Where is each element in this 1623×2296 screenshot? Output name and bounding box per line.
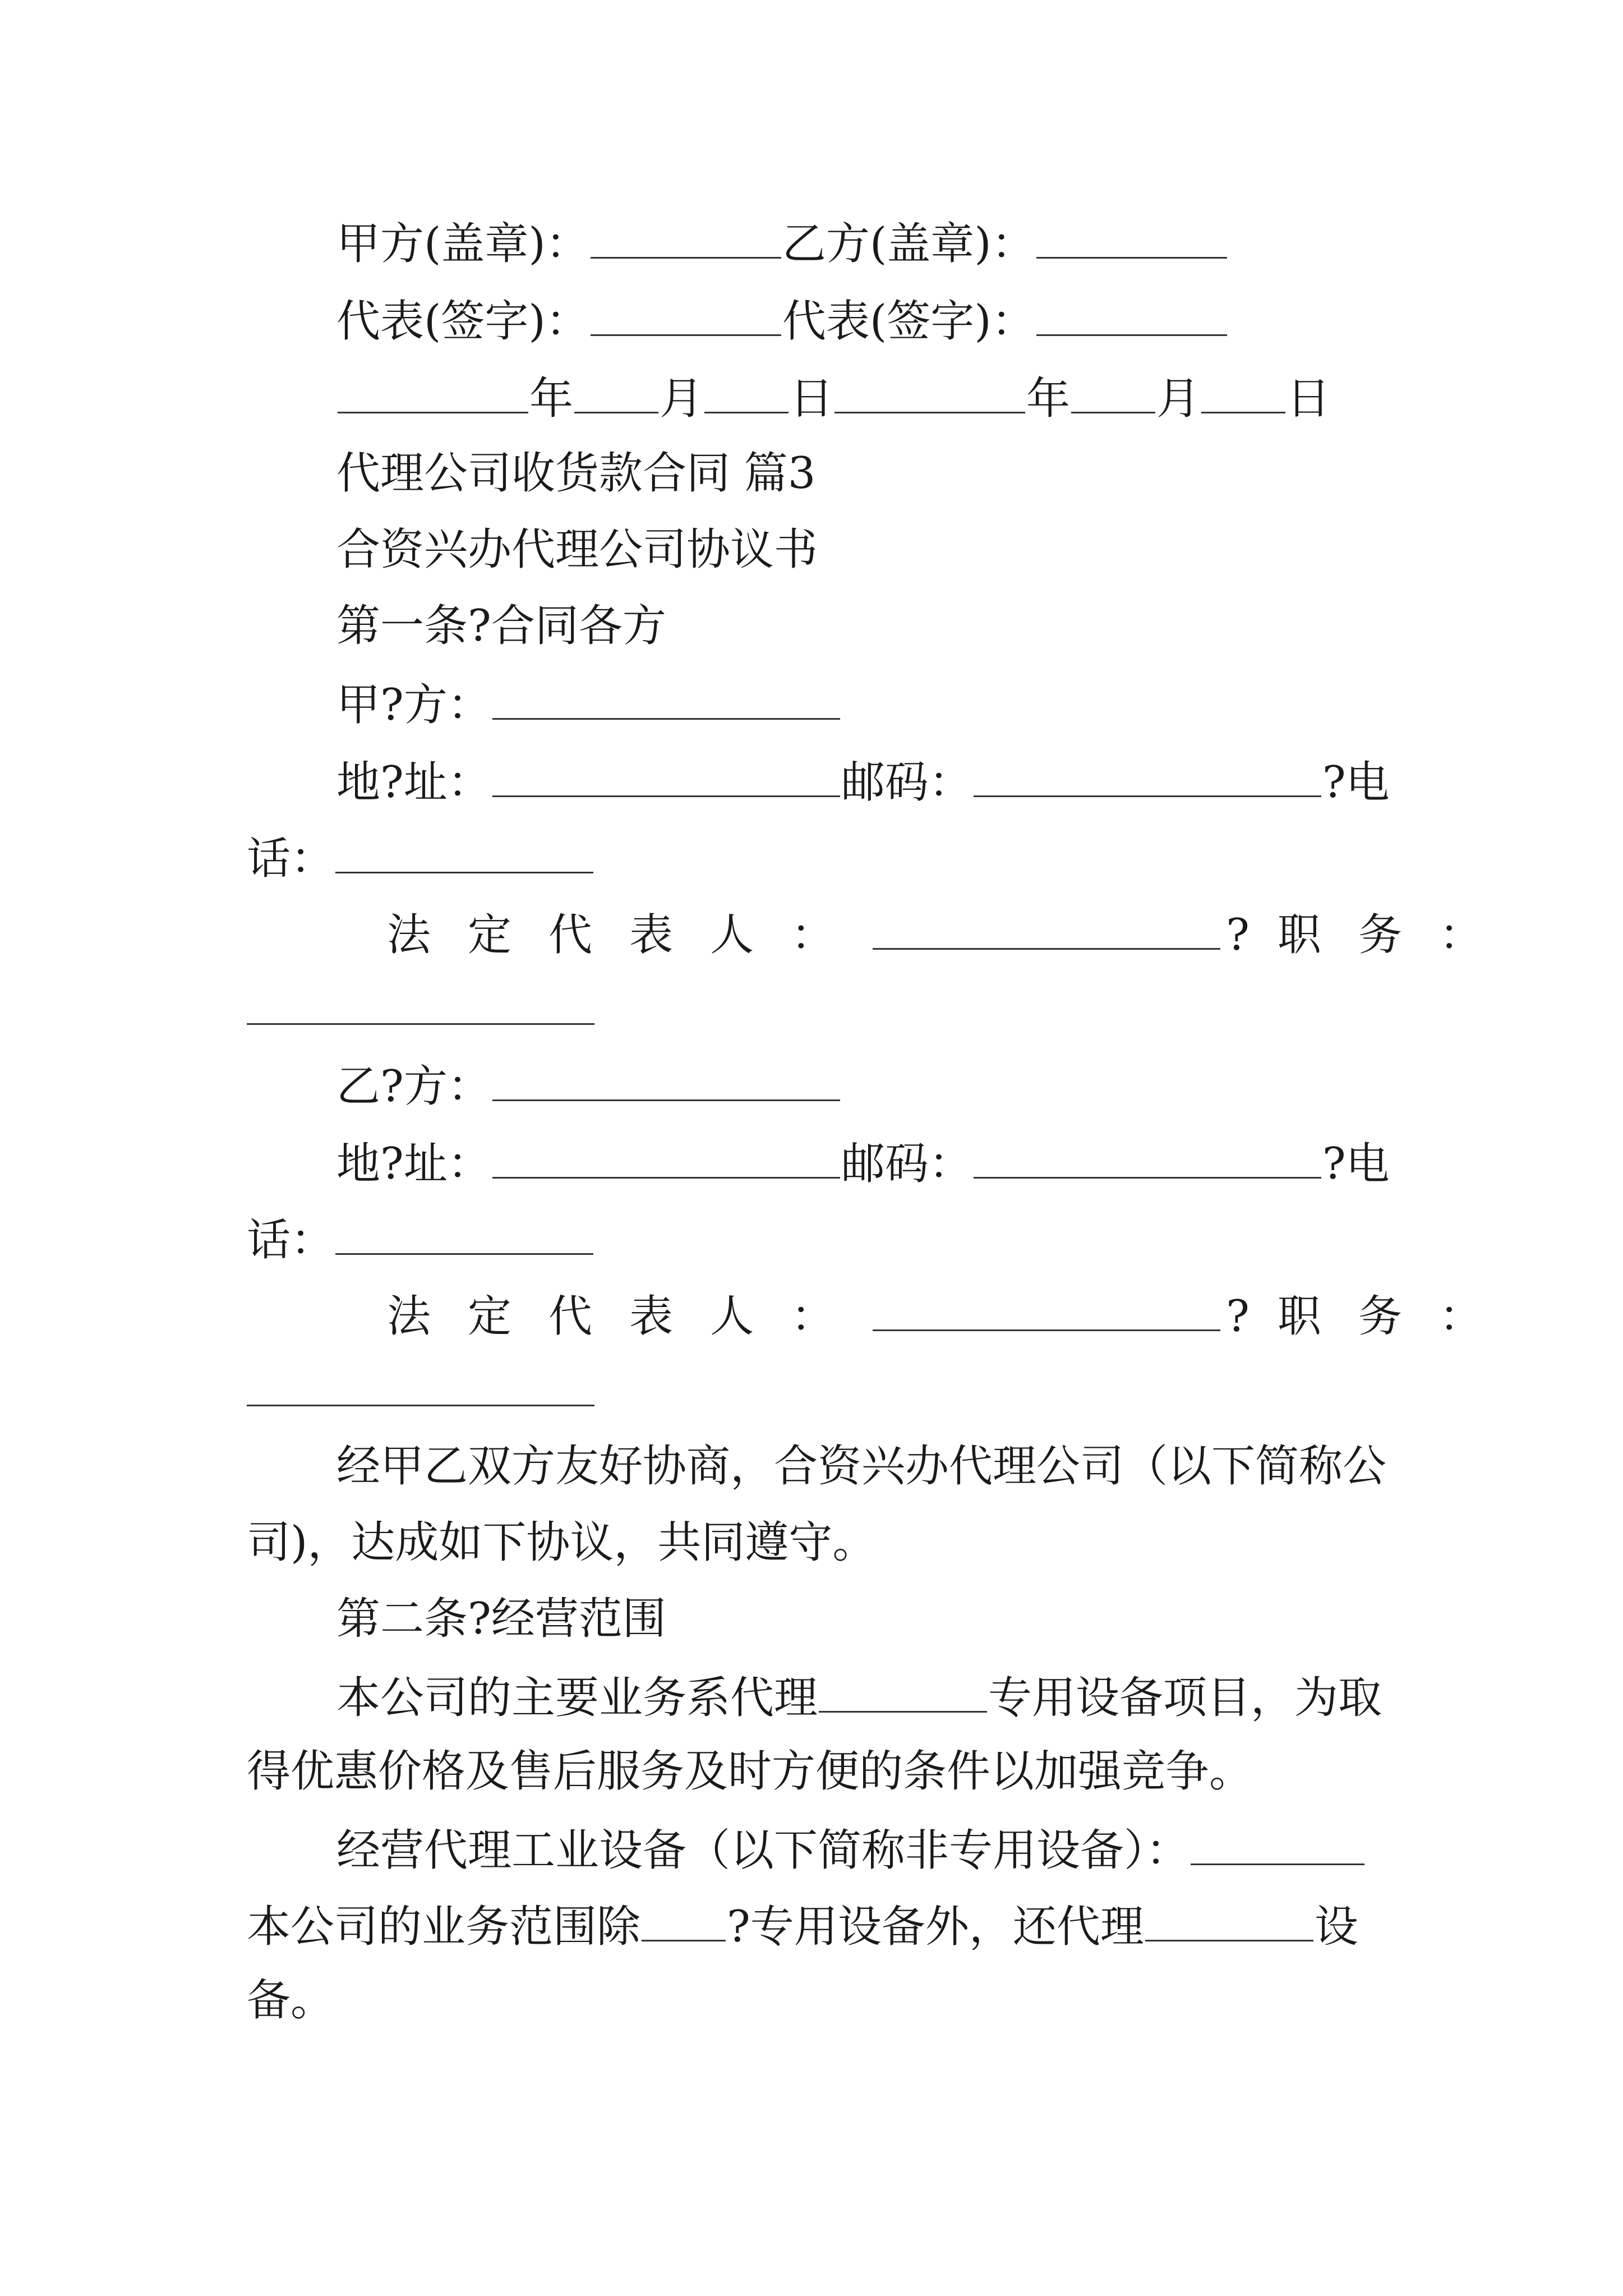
legal-rep-char-5: 人 — [710, 1291, 754, 1342]
party-b-legal-rep-blank — [873, 1286, 1220, 1331]
party-a-legal-rep-blank — [873, 904, 1220, 950]
party-a-seal-blank — [591, 213, 781, 259]
article2-title-text: 第二条?经营范围 — [336, 1594, 666, 1644]
party-b-address-line — [0, 1133, 1623, 1192]
position-char-q: ? — [1226, 1291, 1249, 1342]
position-char-2: 务 — [1358, 910, 1402, 960]
party-a-line — [0, 674, 1623, 733]
position-char-1: 职 — [1277, 1291, 1321, 1342]
article2-p2-blank-1 — [1191, 1820, 1364, 1865]
article2-p1-start: 本公司的主要业务系代理 — [336, 1673, 818, 1723]
seal-line — [0, 213, 1623, 272]
party-b-seal-blank — [1036, 213, 1227, 259]
article1-title — [0, 598, 1623, 654]
month-a-blank — [574, 368, 658, 413]
day-a-blank — [704, 368, 789, 413]
party-b-phone-line — [0, 1209, 1623, 1268]
legal-rep-char-5: 人 — [710, 910, 754, 960]
article2-p1-end: 专用设备项目，为取 — [988, 1673, 1382, 1723]
year-b-blank — [834, 368, 1025, 413]
day-a-label: 日 — [790, 374, 834, 424]
article1-title-text: 第一条?合同各方 — [336, 601, 666, 651]
party-b-phone-blank — [335, 1209, 593, 1255]
party-b-blank — [492, 1056, 840, 1101]
article2-p2-line2-b: ?专用设备外，还代理 — [727, 1902, 1144, 1952]
party-b-phone-label-start: ?电 — [1322, 1139, 1390, 1189]
article2-p2-line2 — [0, 1896, 1623, 1955]
contract-heading — [0, 445, 1623, 501]
article2-p2-blank-3 — [1145, 1896, 1313, 1941]
article2-p2-line3 — [0, 1972, 1623, 2028]
position-char-1: 职 — [1277, 910, 1321, 960]
article2-p1-line1 — [0, 1667, 1623, 1726]
article2-p1-line2-text: 得优惠价格及售后服务及时方便的条件以加强竞争。 — [247, 1746, 1253, 1797]
party-b-position-blank — [247, 1405, 594, 1406]
legal-rep-char-1: 法 — [387, 1291, 431, 1342]
year-a-blank — [338, 368, 528, 413]
intro-text-2: 司)，达成如下协议，共同遵守。 — [247, 1517, 877, 1568]
party-a-postcode-label: 邮码： — [841, 757, 972, 808]
article2-p2-line2-a: 本公司的业务范围除 — [247, 1902, 641, 1952]
party-b-seal-label: 乙方(盖章)： — [782, 219, 1035, 269]
party-a-phone-blank — [335, 828, 593, 873]
legal-rep-colon: ： — [791, 1291, 835, 1342]
party-a-address-label: 地?址： — [336, 757, 491, 808]
position-colon: ： — [1438, 1291, 1483, 1342]
intro-text-1: 经甲乙双方友好协商，合资兴办代理公司（以下简称公 — [336, 1441, 1387, 1492]
party-a-blank — [492, 674, 840, 720]
legal-rep-char-2: 定 — [468, 910, 512, 960]
day-b-blank — [1201, 368, 1285, 413]
party-a-address-blank — [492, 752, 840, 797]
party-a-position-blank — [247, 1023, 594, 1025]
year-b-label: 年 — [1026, 374, 1071, 424]
agreement-title — [0, 522, 1623, 578]
legal-rep-char-4: 表 — [629, 910, 674, 960]
party-b-label: 乙?方： — [336, 1061, 491, 1112]
party-a-phone-line — [0, 828, 1623, 887]
party-b-line — [0, 1056, 1623, 1115]
rep-a-blank — [591, 291, 781, 336]
article2-p1-line2 — [0, 1743, 1623, 1800]
position-char-q: ? — [1226, 910, 1249, 960]
day-b-label: 日 — [1287, 374, 1331, 424]
party-a-label: 甲?方： — [336, 680, 491, 730]
party-b-postcode-blank — [974, 1133, 1321, 1179]
rep-b-label: 代表(签字)： — [782, 296, 1035, 347]
year-a-label: 年 — [529, 374, 574, 424]
intro-paragraph-line2 — [0, 1515, 1623, 1571]
party-b-address-blank — [492, 1133, 840, 1179]
intro-paragraph-line1 — [0, 1438, 1623, 1494]
position-colon: ： — [1438, 910, 1483, 960]
article2-p2-line2-c: 设 — [1314, 1902, 1358, 1952]
legal-rep-char-2: 定 — [468, 1291, 512, 1342]
party-b-legal-rep-line — [0, 1286, 1623, 1345]
party-a-seal-label: 甲方(盖章)： — [336, 219, 589, 269]
party-a-phone-label-start: ?电 — [1322, 757, 1390, 808]
article2-title — [0, 1591, 1623, 1647]
rep-line — [0, 291, 1623, 349]
party-a-legal-rep-line — [0, 904, 1623, 963]
rep-b-blank — [1036, 291, 1227, 336]
party-b-address-label: 地?址： — [336, 1139, 491, 1189]
party-b-phone-label-end: 话： — [247, 1215, 335, 1266]
position-char-2: 务 — [1358, 1291, 1402, 1342]
legal-rep-colon: ： — [791, 910, 835, 960]
date-line — [0, 368, 1623, 427]
party-a-postcode-blank — [974, 752, 1321, 797]
party-a-address-line — [0, 752, 1623, 811]
legal-rep-char-1: 法 — [387, 910, 431, 960]
article2-p2-line1 — [0, 1820, 1623, 1879]
article2-p2-line3-text: 备。 — [247, 1975, 335, 2026]
legal-rep-char-3: 代 — [548, 1291, 593, 1342]
article2-p2-line1-text: 经营代理工业设备（以下简称非专用设备）： — [336, 1825, 1190, 1876]
article2-p2-blank-2 — [642, 1896, 726, 1941]
rep-a-label: 代表(签字)： — [336, 296, 589, 347]
party-a-phone-label-end: 话： — [247, 834, 335, 884]
article2-p1-blank — [819, 1667, 987, 1713]
legal-rep-char-3: 代 — [548, 910, 593, 960]
month-a-label: 月 — [660, 374, 704, 424]
party-b-postcode-label: 邮码： — [841, 1139, 972, 1189]
month-b-blank — [1071, 368, 1155, 413]
agreement-title-text: 合资兴办代理公司协议书 — [336, 524, 818, 575]
legal-rep-char-4: 表 — [629, 1291, 674, 1342]
contract-heading-text: 代理公司收货款合同 篇3 — [336, 448, 816, 499]
month-b-label: 月 — [1156, 374, 1201, 424]
